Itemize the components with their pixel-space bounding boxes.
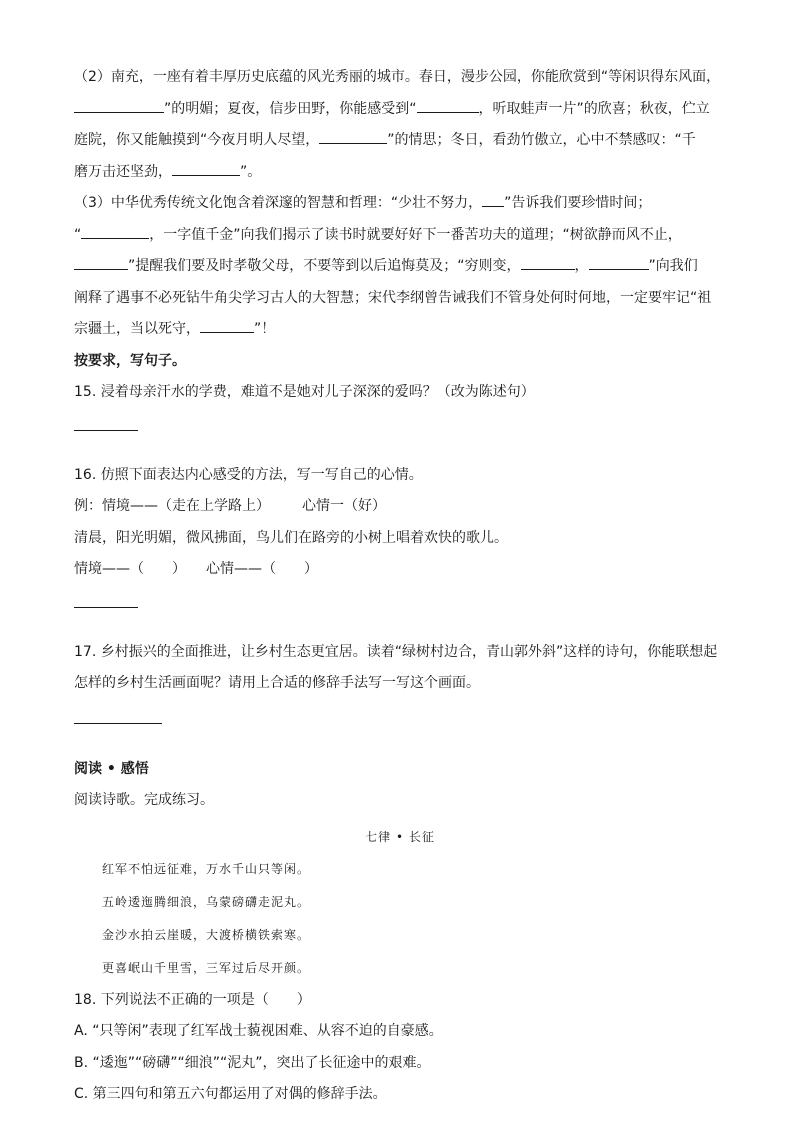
text-run: ， <box>574 258 589 274</box>
section-2-paragraph <box>74 62 726 188</box>
document-page <box>74 62 726 1111</box>
reading-instruction: 阅读诗歌。完成练习。 <box>74 792 214 808</box>
poem-line: 更喜岷山千里雪，三军过后尽开颜。 <box>102 960 311 975</box>
answer-line[interactable] <box>74 606 138 608</box>
answer-area <box>74 722 726 746</box>
fill-blank[interactable] <box>521 254 575 270</box>
poem-line: 五岭逶迤腾细浪，乌蒙磅礴走泥丸。 <box>102 894 311 909</box>
section-3-line-2 <box>74 220 726 252</box>
text-run: 阐释了遇事不必死钻牛角尖学习古人的大智慧；宋代李纲曾告诫我们不管身处何时何地，一定要牢记“祖 <box>74 289 712 306</box>
text-run: ”。 <box>240 163 262 180</box>
fill-mood[interactable]: 心情——（ ） <box>206 561 318 577</box>
fill-blank[interactable] <box>81 223 149 239</box>
text-run: （3）中华优秀传统文化饱含着深邃的智慧和哲理：“少壮不努力， <box>74 195 483 211</box>
text-run: 宗疆土，当以死守， <box>74 321 200 337</box>
section-3-paragraph <box>74 188 726 346</box>
text-run: ，听取蛙声一片”的欣喜；秋夜，伫立 <box>478 100 710 117</box>
answer-line[interactable] <box>74 722 162 724</box>
fill-blank[interactable] <box>589 254 649 270</box>
text-run: ”的明媚；夏夜，信步田野，你能感受到“ <box>164 100 417 117</box>
fill-blank[interactable] <box>200 317 254 333</box>
text-run: “ <box>74 226 82 243</box>
text-run: ”告诉我们要珍惜时间； <box>504 195 652 211</box>
text-run: ”提醒我们要及时孝敬父母，不要等到以后追悔莫及；“穷则变， <box>128 258 521 274</box>
example-mood: 心情一（好） <box>302 498 386 514</box>
section-2-line-4 <box>74 157 726 189</box>
text-run: ”的情思；冬日，看劲竹傲立，心中不禁感叹：“千 <box>387 132 696 148</box>
answer-area <box>74 429 726 451</box>
answer-line[interactable] <box>74 429 138 431</box>
section-2-line-3 <box>74 125 726 157</box>
option-a[interactable]: A. “只等闲”表现了红军战士藐视困难、从容不迫的自豪感。 <box>74 1023 443 1039</box>
fill-blank[interactable] <box>482 191 504 207</box>
example-line <box>74 491 726 523</box>
section-2-line-2 <box>74 94 726 126</box>
option-b[interactable]: B. “逶迤”“磅礴”“细浪”“泥丸”，突出了长征途中的艰难。 <box>74 1054 431 1071</box>
section-heading-read: 阅读 • 感悟 <box>74 760 149 777</box>
text-run: 庭院，你又能触摸到“今夜月明人尽望， <box>74 132 320 148</box>
fill-blank[interactable] <box>417 97 479 113</box>
question-17-line-2: 怎样的乡村生活画面呢？请用上合适的修辞手法写一写这个画面。 <box>74 675 480 691</box>
option-c[interactable]: C. 第三四句和第五六句都运用了对偶的修辞手法。 <box>74 1086 387 1102</box>
answer-area <box>74 606 726 628</box>
text-run: ”！ <box>254 321 276 337</box>
section-3-line-3 <box>74 251 726 283</box>
text-run: ，一字值千金”向我们揭示了读书时就要好好下一番苦功夫的道理；“树欲静而风不止， <box>149 226 682 243</box>
section-heading-write: 按要求，写句子。 <box>74 352 186 369</box>
question-17-line-1: 17. 乡村振兴的全面推进，让乡村生态更宜居。读着“绿树村边合，青山郭外斜”这样的诗句，你能联想起 <box>74 643 718 660</box>
question-18: 18. 下列说法不正确的一项是（ ） <box>74 991 311 1008</box>
poem-line: 金沙水拍云崖暖，大渡桥横铁索寒。 <box>102 927 311 942</box>
fill-blank[interactable] <box>172 160 240 176</box>
section-3-line-1 <box>74 188 726 220</box>
fill-blank[interactable] <box>74 254 128 270</box>
example-scene: 例：情境——（走在上学路上） <box>74 498 270 514</box>
question-15: 15. 浸着母亲汗水的学费，难道不是她对儿子深深的爱吗？（改为陈述句） <box>74 384 535 400</box>
text-run: （2）南充，一座有着丰厚历史底蕴的风光秀丽的城市。春日，漫步公园，你能欣赏到“等闲识得东风面， <box>74 69 721 85</box>
text-run: 磨万击还坚劲， <box>74 163 172 180</box>
fill-scene[interactable]: 情境——（ ） <box>74 561 186 577</box>
section-3-line-5 <box>74 314 726 346</box>
section-3-line-4 <box>74 283 726 315</box>
fill-blank[interactable] <box>74 97 164 113</box>
text-run: ”向我们 <box>648 258 698 274</box>
fill-blank[interactable] <box>319 128 387 144</box>
section-2-line-1 <box>74 62 726 94</box>
poem-title: 七律 • 长征 <box>365 829 435 844</box>
question-16: 16. 仿照下面表达内心感受的方法，写一写自己的心情。 <box>74 466 423 483</box>
poem-line: 红军不怕远征难，万水千山只等闲。 <box>102 861 311 876</box>
scene-description: 清晨，阳光明媚，微风拂面，鸟儿们在路旁的小树上唱着欢快的歌儿。 <box>74 529 508 546</box>
fill-line <box>74 554 726 586</box>
